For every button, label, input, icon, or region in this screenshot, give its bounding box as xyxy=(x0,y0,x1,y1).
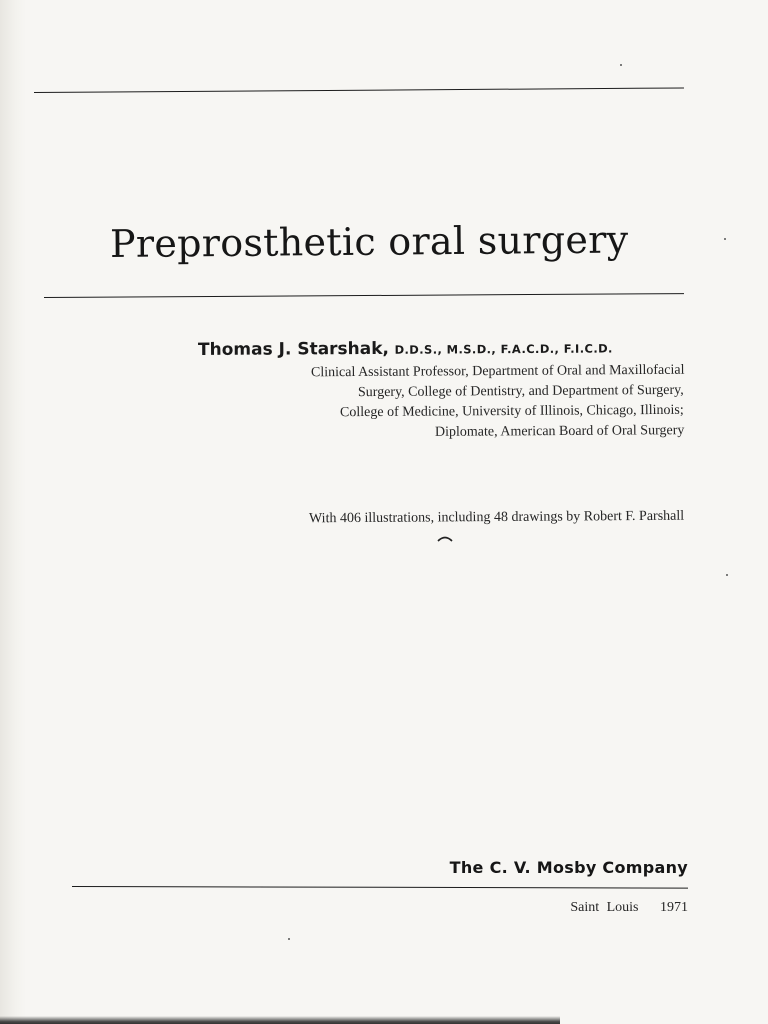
author-degrees: D.D.S., M.S.D., F.A.C.D., F.I.C.D. xyxy=(394,341,613,357)
page-bottom-edge xyxy=(0,1016,560,1024)
publisher-name: The C. V. Mosby Company xyxy=(449,858,688,877)
publisher-rule xyxy=(72,886,688,889)
affiliation-line: Clinical Assistant Professor, Department of Oral and Maxillofacial xyxy=(310,362,685,381)
paper-speck xyxy=(726,574,728,576)
book-title: Preprosthetic oral surgery xyxy=(109,217,629,266)
paper-speck xyxy=(724,238,726,240)
affiliation-line: Surgery, College of Dentistry, and Department of Surgery, xyxy=(358,382,685,401)
illustrations-note: With 406 illustrations, including 48 drawings by Robert F. Parshall xyxy=(308,508,685,527)
title-rule xyxy=(44,293,684,298)
pencil-mark-icon xyxy=(437,534,453,542)
paper-speck xyxy=(288,938,290,940)
affiliation-line: College of Medicine, University of Illinois, Chicago, Illinois; xyxy=(340,402,685,421)
page-gutter-shadow xyxy=(0,0,26,1024)
publication-city: Saint Louis xyxy=(570,900,639,915)
publication-place xyxy=(570,900,688,916)
author-line xyxy=(198,337,690,360)
publication-year: 1971 xyxy=(660,900,688,915)
paper-speck xyxy=(620,64,622,66)
top-rule xyxy=(34,87,684,93)
affiliation-line: Diplomate, American Board of Oral Surgery xyxy=(434,423,685,440)
author-name: Thomas J. Starshak, xyxy=(197,338,390,360)
